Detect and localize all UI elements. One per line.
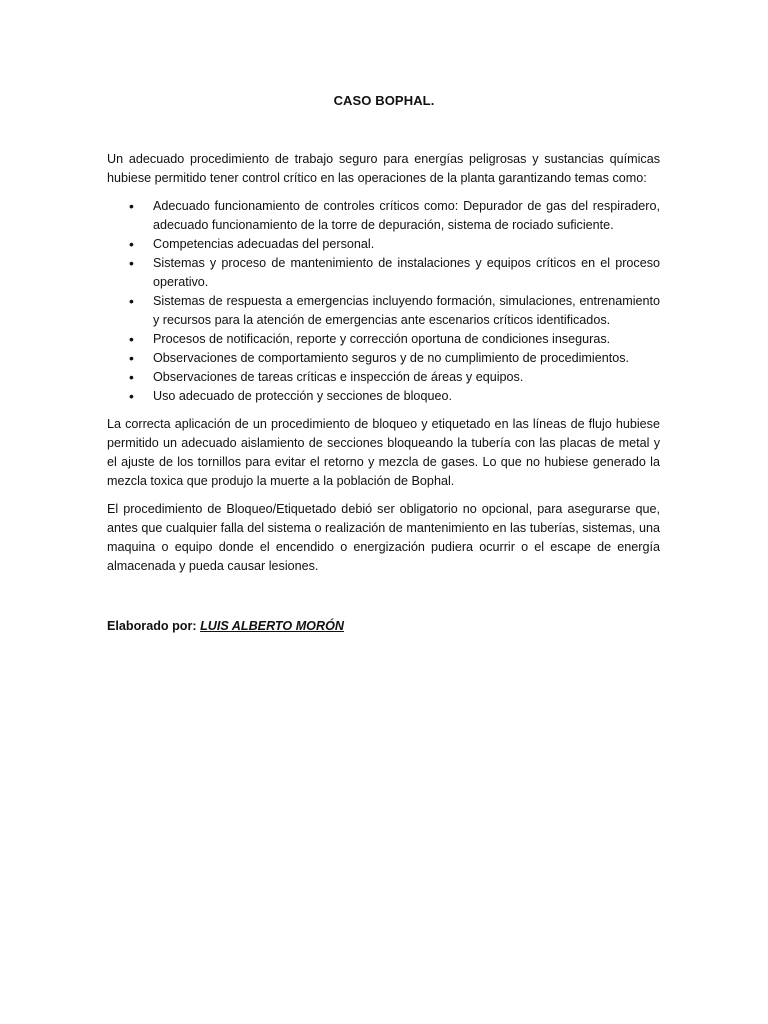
list-item: • Procesos de notificación, reporte y corrección oportuna de condiciones inseguras. bbox=[107, 330, 660, 349]
author-name: LUIS ALBERTO MORÓN bbox=[200, 619, 344, 633]
author-line bbox=[107, 619, 344, 633]
list-item: • Competencias adecuadas del personal. bbox=[107, 235, 660, 254]
list-item: • Adecuado funcionamiento de controles críticos como: Depurador de gas del respiradero, adecuado funcionamiento de la torre de depuración, sistema de rociado suficiente. bbox=[107, 197, 660, 235]
list-item: • Observaciones de comportamiento seguros y de no cumplimiento de procedimientos. bbox=[107, 349, 660, 368]
list-item: • Uso adecuado de protección y secciones de bloqueo. bbox=[107, 387, 660, 406]
bullet-list bbox=[107, 197, 660, 406]
list-item: • Sistemas de respuesta a emergencias incluyendo formación, simulaciones, entrenamiento y recursos para la atención de emergencias ante escenarios críticos identificados. bbox=[107, 292, 660, 330]
list-item: • Observaciones de tareas críticas e inspección de áreas y equipos. bbox=[107, 368, 660, 387]
procedure-paragraph: El procedimiento de Bloqueo/Etiquetado debió ser obligatorio no opcional, para asegurarse que, antes que cualquier falla del sistema o realización de mantenimiento en las tuberías, sistemas, una maquina o equipo donde el encendido o energización pudiera ocurrir o el escape de energía almacenada y pueda causar lesiones. bbox=[107, 502, 660, 573]
author-label: Elaborado por: bbox=[107, 619, 197, 633]
lockout-paragraph: La correcta aplicación de un procedimiento de bloqueo y etiquetado en las líneas de flujo hubiese permitido un adecuado aislamiento de secciones bloqueando la tubería con las placas de metal y el ajuste de los tornillos para evitar el retorno y mezcla de gases. Lo que no hubiese generado la mezcla toxica que produjo la muerte a la población de Bophal. bbox=[107, 417, 660, 488]
document-body bbox=[107, 150, 660, 585]
intro-paragraph: Un adecuado procedimiento de trabajo seguro para energías peligrosas y sustancias químicas hubiese permitido tener control crítico en las operaciones de la planta garantizando temas como: bbox=[107, 152, 660, 185]
document-title: CASO BOPHAL. bbox=[333, 93, 435, 108]
list-item: • Sistemas y proceso de mantenimiento de instalaciones y equipos críticos en el proceso operativo. bbox=[107, 254, 660, 292]
